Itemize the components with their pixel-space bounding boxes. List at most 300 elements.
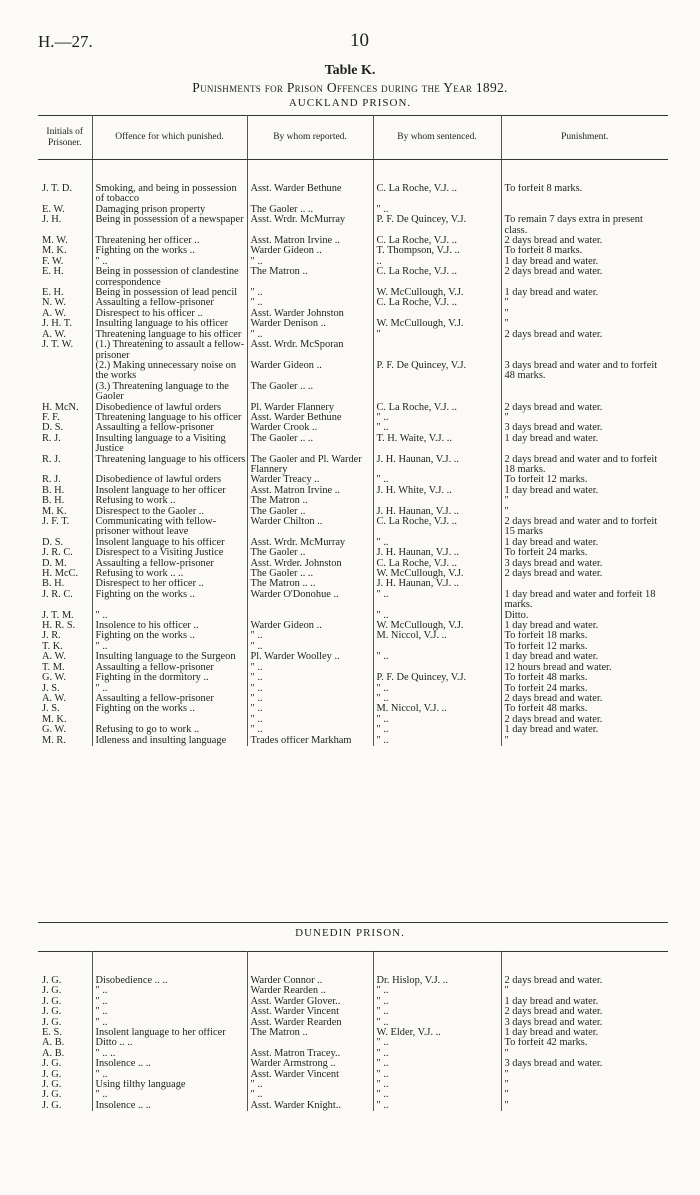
cell-reported-by: Asst. Warder Knight..: [247, 1101, 373, 1111]
cell-initials: A. B.: [42, 1038, 65, 1049]
cell-reported-by: " ..: [247, 715, 373, 725]
table-row: [38, 569, 668, 579]
cell-initials: G. W.: [42, 725, 66, 736]
cell-initials: J. S.: [42, 683, 60, 694]
cell-initials: G. W.: [42, 673, 66, 684]
cell-offence: Disrespect to his officer ..: [92, 309, 247, 319]
cell-reported-by: Asst. Warder Johnston: [247, 309, 373, 319]
col-header-initials: Initials of Prisoner.: [38, 116, 92, 160]
cell-reported-by: Trades officer Markham: [247, 736, 373, 746]
cell-punishment: [501, 205, 668, 215]
cell-sentenced-by: " ..: [373, 611, 501, 621]
cell-punishment: 3 days bread and water and to forfeit 48 marks.: [501, 361, 668, 382]
cell-initials: J. G.: [42, 996, 62, 1007]
cell-sentenced-by: " ..: [373, 423, 501, 433]
cell-initials: J. S.: [42, 704, 60, 715]
cell-offence: Threatening her officer ..: [92, 236, 247, 246]
cell-initials: [38, 382, 92, 403]
cell-punishment: 2 days bread and water and to forfeit 18 marks.: [501, 455, 668, 476]
cell-offence: Insolence .. ..: [92, 1101, 247, 1111]
cell-punishment: ": [501, 1070, 668, 1080]
cell-offence: Disrespect to a Visiting Justice: [92, 548, 247, 558]
cell-reported-by: Warder Crook ..: [247, 423, 373, 433]
table-row: [38, 631, 668, 641]
cell-punishment: To forfeit 12 marks.: [501, 642, 668, 652]
table-row: [38, 590, 668, 611]
cell-initials: T. M.: [42, 662, 65, 673]
cell-punishment: [501, 340, 668, 361]
cell-initials: J. G.: [42, 986, 62, 997]
cell-punishment: 3 days bread and water.: [501, 1018, 668, 1028]
cell-punishment: ": [501, 1049, 668, 1059]
cell-initials: J. G.: [42, 1007, 62, 1018]
cell-initials: A. W.: [42, 329, 66, 340]
cell-sentenced-by: W. McCullough, V.J.: [373, 569, 501, 579]
cell-sentenced-by: J. H. Haunan, V.J. ..: [373, 507, 501, 517]
cell-initials: E. W.: [42, 204, 65, 215]
cell-initials: A. W.: [42, 652, 66, 663]
cell-sentenced-by: W. McCullough, V.J.: [373, 319, 501, 329]
cell-initials: J. G.: [42, 976, 62, 986]
cell-initials: T. K.: [42, 641, 63, 652]
cell-sentenced-by: [373, 663, 501, 673]
table-row: [38, 976, 668, 986]
table-row: [38, 1018, 668, 1028]
cell-punishment: To forfeit 48 marks.: [501, 673, 668, 683]
cell-punishment: 1 day bread and water.: [501, 652, 668, 662]
col-header-reported: By whom reported.: [247, 116, 373, 160]
cell-sentenced-by: Dr. Hislop, V.J. ..: [373, 976, 501, 986]
cell-offence: Threatening language to his officers: [92, 455, 247, 476]
cell-initials: J. G.: [42, 1059, 62, 1070]
cell-offence: Insulting language to a Visiting Justice: [92, 434, 247, 455]
cell-sentenced-by: J. H. White, V.J. ..: [373, 486, 501, 496]
table-row: [38, 559, 668, 569]
cell-sentenced-by: " ..: [373, 413, 501, 423]
table-row: [38, 579, 668, 589]
cell-offence: Insolence to his officer ..: [92, 621, 247, 631]
cell-offence: Disrespect to the Gaoler ..: [92, 507, 247, 517]
cell-punishment: [501, 382, 668, 403]
cell-reported-by: Pl. Warder Woolley ..: [247, 652, 373, 662]
cell-sentenced-by: T. H. Waite, V.J. ..: [373, 434, 501, 455]
cell-reported-by: Warder Chilton ..: [247, 517, 373, 538]
cell-reported-by: The Matron .. ..: [247, 579, 373, 589]
cell-reported-by: Warder Armstrong ..: [247, 1059, 373, 1069]
cell-reported-by: Asst. Warder Bethune: [247, 184, 373, 205]
table-row: [38, 1101, 668, 1111]
cell-initials: J. G.: [42, 1017, 62, 1028]
cell-sentenced-by: C. La Roche, V.J. ..: [373, 517, 501, 538]
cell-initials: M. K.: [42, 714, 67, 725]
table-row: [38, 455, 668, 476]
cell-sentenced-by: J. H. Haunan, V.J. ..: [373, 455, 501, 476]
cell-punishment: 2 days bread and water.: [501, 715, 668, 725]
cell-punishment: ": [501, 298, 668, 308]
table-row: [38, 184, 668, 205]
cell-offence: Assaulting a fellow-prisoner: [92, 423, 247, 433]
cell-reported-by: Asst. Wrder. Johnston: [247, 559, 373, 569]
cell-sentenced-by: " ..: [373, 1049, 501, 1059]
cell-sentenced-by: W. Elder, V.J. ..: [373, 1028, 501, 1038]
cell-punishment: To forfeit 8 marks.: [501, 184, 668, 205]
cell-offence: Insolence .. ..: [92, 1059, 247, 1069]
cell-sentenced-by: " ..: [373, 1080, 501, 1090]
cell-reported-by: The Gaoler .. ..: [247, 382, 373, 403]
cell-offence: Insulting language to his officer: [92, 319, 247, 329]
punishments-table-auckland: [38, 115, 668, 746]
cell-sentenced-by: [373, 340, 501, 361]
cell-reported-by: The Gaoler ..: [247, 507, 373, 517]
cell-punishment: 1 day bread and water.: [501, 725, 668, 735]
cell-initials: A. W.: [42, 693, 66, 704]
cell-reported-by: " ..: [247, 725, 373, 735]
cell-offence: Disobedience .. ..: [92, 976, 247, 986]
section-heading-dunedin: DUNEDIN PRISON.: [295, 927, 405, 939]
cell-offence: " ..: [92, 1007, 247, 1017]
cell-offence: (2.) Making unnecessary noise on the works: [92, 361, 247, 382]
cell-initials: A. B.: [42, 1048, 65, 1059]
cell-initials: J. T. W.: [42, 340, 74, 351]
cell-reported-by: " ..: [247, 642, 373, 652]
cell-initials: [38, 361, 92, 382]
cell-offence: Damaging prison property: [92, 205, 247, 215]
cell-reported-by: Warder Gideon ..: [247, 246, 373, 256]
cell-punishment: 3 days bread and water.: [501, 1059, 668, 1069]
table-row: [38, 997, 668, 1007]
col-header-punishment: Punishment.: [501, 116, 668, 160]
cell-sentenced-by: " ..: [373, 1070, 501, 1080]
cell-initials: J. T. D.: [42, 184, 72, 194]
cell-sentenced-by: " ..: [373, 986, 501, 996]
cell-punishment: 2 days bread and water.: [501, 267, 668, 288]
cell-punishment: 1 day bread and water.: [501, 621, 668, 631]
cell-initials: J. G.: [42, 1100, 62, 1111]
cell-sentenced-by: C. La Roche, V.J. ..: [373, 184, 501, 205]
cell-sentenced-by: [373, 642, 501, 652]
cell-offence: " ..: [92, 986, 247, 996]
cell-sentenced-by: " ..: [373, 1059, 501, 1069]
cell-punishment: 1 day bread and water.: [501, 434, 668, 455]
cell-initials: J. F. T.: [42, 517, 70, 527]
table-row: [38, 715, 668, 725]
cell-reported-by: Warder Gideon ..: [247, 621, 373, 631]
table-row: [38, 257, 668, 267]
cell-reported-by: " ..: [247, 330, 373, 340]
cell-sentenced-by: [373, 496, 501, 506]
cell-reported-by: " ..: [247, 257, 373, 267]
table-row: [38, 330, 668, 340]
cell-punishment: [501, 579, 668, 589]
cell-initials: E. H.: [42, 267, 64, 278]
cell-punishment: 1 day bread and water.: [501, 1028, 668, 1038]
cell-reported-by: The Matron ..: [247, 267, 373, 288]
table-row: [38, 486, 668, 496]
cell-sentenced-by: " ..: [373, 1101, 501, 1111]
cell-offence: Insolent language to his officer: [92, 538, 247, 548]
cell-sentenced-by: " ..: [373, 1007, 501, 1017]
col-header-offence: Offence for which punished.: [92, 116, 247, 160]
table-row: [38, 736, 668, 746]
cell-sentenced-by: P. F. De Quincey, V.J.: [373, 215, 501, 236]
cell-initials: M. K.: [42, 506, 67, 517]
cell-sentenced-by: J. H. Haunan, V.J. ..: [373, 579, 501, 589]
cell-offence: Insolent language to her officer: [92, 1028, 247, 1038]
table-row: [38, 288, 668, 298]
cell-initials: F. W.: [42, 256, 64, 267]
cell-sentenced-by: C. La Roche, V.J. ..: [373, 298, 501, 308]
cell-offence: Being in possession of a newspaper: [92, 215, 247, 236]
cell-initials: N. W.: [42, 298, 66, 309]
cell-offence: Fighting on the works ..: [92, 246, 247, 256]
table-row: [38, 1028, 668, 1038]
cell-reported-by: The Gaoler and Pl. Warder Flannery: [247, 455, 373, 476]
cell-offence: " .. ..: [92, 1049, 247, 1059]
table-row: [38, 642, 668, 652]
cell-initials: H. McN.: [42, 402, 79, 413]
table-row: [38, 319, 668, 329]
cell-initials: J. T. M.: [42, 610, 74, 621]
cell-reported-by: Asst. Wrdr. McMurray: [247, 538, 373, 548]
table-row: [38, 340, 668, 361]
cell-punishment: ": [501, 507, 668, 517]
cell-offence: Ditto .. ..: [92, 1038, 247, 1048]
cell-reported-by: " ..: [247, 673, 373, 683]
cell-sentenced-by: T. Thompson, V.J. ..: [373, 246, 501, 256]
cell-punishment: 2 days bread and water.: [501, 569, 668, 579]
table-row: [38, 423, 668, 433]
cell-initials: J. R. C.: [42, 589, 73, 600]
cell-punishment: 2 days bread and water.: [501, 403, 668, 413]
cell-punishment: 2 days bread and water.: [501, 1007, 668, 1017]
cell-reported-by: " ..: [247, 1080, 373, 1090]
table-row: [38, 694, 668, 704]
cell-sentenced-by: M. Niccol, V.J. ..: [373, 631, 501, 641]
table-title: Table K.: [324, 63, 376, 78]
cell-initials: R. J.: [42, 475, 61, 486]
table-row: [38, 403, 668, 413]
cell-offence: Being in possession of lead pencil: [92, 288, 247, 298]
cell-punishment: 1 day bread and water.: [501, 257, 668, 267]
cell-punishment: 3 days bread and water.: [501, 423, 668, 433]
cell-punishment: To forfeit 42 marks.: [501, 1038, 668, 1048]
cell-sentenced-by: " ..: [373, 684, 501, 694]
cell-initials: D. S.: [42, 423, 64, 434]
cell-punishment: To forfeit 12 marks.: [501, 475, 668, 485]
cell-initials: H. R. S.: [42, 621, 76, 632]
cell-initials: H. McC.: [42, 569, 79, 580]
cell-punishment: 12 hours bread and water.: [501, 663, 668, 673]
cell-offence: Fighting on the works ..: [92, 590, 247, 611]
table-row: [38, 673, 668, 683]
table-row: [38, 663, 668, 673]
cell-punishment: 2 days bread and water.: [501, 976, 668, 986]
page-number: 10: [350, 30, 369, 51]
table-row: [38, 652, 668, 662]
cell-initials: J. H. T.: [42, 319, 72, 330]
cell-reported-by: Warder Treacy ..: [247, 475, 373, 485]
cell-initials: F. F.: [42, 412, 60, 423]
table-row: [38, 725, 668, 735]
cell-punishment: To forfeit 24 marks.: [501, 684, 668, 694]
table-row: [38, 548, 668, 558]
cell-reported-by: " ..: [247, 694, 373, 704]
cell-punishment: ": [501, 986, 668, 996]
table-row: [38, 611, 668, 621]
cell-initials: J. R.: [42, 631, 61, 642]
cell-reported-by: [247, 1038, 373, 1048]
cell-punishment: ": [501, 496, 668, 506]
table-row: [38, 986, 668, 996]
cell-sentenced-by: " ..: [373, 205, 501, 215]
table-row: [38, 236, 668, 246]
cell-sentenced-by: " ..: [373, 1090, 501, 1100]
cell-punishment: 2 days bread and water and to forfeit 15 marks: [501, 517, 668, 538]
cell-offence: (1.) Threatening to assault a fellow-prisoner: [92, 340, 247, 361]
cell-reported-by: Asst. Matron Irvine ..: [247, 486, 373, 496]
cell-reported-by: Warder Gideon ..: [247, 361, 373, 382]
cell-sentenced-by: " ..: [373, 590, 501, 611]
dunedin-rows: [38, 952, 668, 1112]
cell-punishment: 1 day bread and water.: [501, 997, 668, 1007]
cell-sentenced-by: J. H. Haunan, V.J. ..: [373, 548, 501, 558]
cell-reported-by: [247, 611, 373, 621]
cell-offence: Refusing to go to work ..: [92, 725, 247, 735]
cell-punishment: 2 days bread and water.: [501, 694, 668, 704]
cell-offence: Refusing to work ..: [92, 496, 247, 506]
cell-sentenced-by: W. McCullough, V.J.: [373, 288, 501, 298]
document-id: H.—27.: [38, 32, 93, 51]
cell-offence: Assaulting a fellow-prisoner: [92, 559, 247, 569]
cell-offence: " ..: [92, 684, 247, 694]
cell-sentenced-by: " ..: [373, 736, 501, 746]
cell-reported-by: The Matron ..: [247, 496, 373, 506]
cell-initials: J. G.: [42, 1090, 62, 1101]
cell-offence: Disobedience of lawful orders: [92, 403, 247, 413]
cell-reported-by: Warder O'Donohue ..: [247, 590, 373, 611]
cell-punishment: 1 day bread and water.: [501, 288, 668, 298]
cell-reported-by: Asst. Warder Vincent: [247, 1070, 373, 1080]
cell-offence: " ..: [92, 642, 247, 652]
cell-offence: Insulting language to the Surgeon: [92, 652, 247, 662]
cell-offence: Disrespect to her officer ..: [92, 579, 247, 589]
cell-offence: Assaulting a fellow-prisoner: [92, 298, 247, 308]
page-header: [0, 20, 700, 50]
cell-initials: J. R. C.: [42, 548, 73, 559]
table-row: [38, 1038, 668, 1048]
cell-sentenced-by: P. F. De Quincey, V.J.: [373, 673, 501, 683]
table-row: [38, 246, 668, 256]
spacer-row: [38, 952, 668, 977]
cell-reported-by: The Gaoler ..: [247, 548, 373, 558]
cell-reported-by: " ..: [247, 298, 373, 308]
cell-sentenced-by: ..: [373, 257, 501, 267]
cell-sentenced-by: " ..: [373, 715, 501, 725]
cell-offence: Using filthy language: [92, 1080, 247, 1090]
cell-reported-by: " ..: [247, 288, 373, 298]
table-row: [38, 361, 668, 382]
cell-punishment: ": [501, 309, 668, 319]
cell-offence: " ..: [92, 257, 247, 267]
cell-offence: " ..: [92, 1070, 247, 1080]
cell-sentenced-by: ": [373, 330, 501, 340]
cell-offence: Refusing to work .. ..: [92, 569, 247, 579]
cell-punishment: To remain 7 days extra in present class.: [501, 215, 668, 236]
cell-reported-by: " ..: [247, 684, 373, 694]
table-row: [38, 215, 668, 236]
cell-reported-by: The Gaoler .. ..: [247, 569, 373, 579]
cell-punishment: To forfeit 48 marks.: [501, 704, 668, 714]
table-row: [38, 1007, 668, 1017]
cell-offence: Disobedience of lawful orders: [92, 475, 247, 485]
col-header-sentenced: By whom sentenced.: [373, 116, 501, 160]
cell-sentenced-by: W. McCullough, V.J.: [373, 621, 501, 631]
cell-initials: D. S.: [42, 537, 64, 548]
table-row: [38, 1070, 668, 1080]
cell-reported-by: " ..: [247, 1090, 373, 1100]
cell-sentenced-by: [373, 309, 501, 319]
table-row: [38, 434, 668, 455]
cell-reported-by: Asst. Wrdr. McSporan: [247, 340, 373, 361]
cell-initials: J. G.: [42, 1069, 62, 1080]
cell-offence: Smoking, and being in possession of tobacco: [92, 184, 247, 205]
table-row: [38, 684, 668, 694]
cell-punishment: To forfeit 8 marks.: [501, 246, 668, 256]
table-row: [38, 1090, 668, 1100]
table-row: [38, 382, 668, 403]
cell-punishment: ": [501, 319, 668, 329]
cell-offence: " ..: [92, 611, 247, 621]
cell-punishment: 2 days bread and water.: [501, 236, 668, 246]
cell-sentenced-by: [373, 382, 501, 403]
cell-sentenced-by: " ..: [373, 1018, 501, 1028]
cell-initials: E. H.: [42, 288, 64, 299]
table-row: [38, 517, 668, 538]
table-caption: Punishments for Prison Offences during the Year 1892.: [192, 80, 508, 95]
cell-initials: B. H.: [42, 485, 65, 496]
table-row: [38, 621, 668, 631]
table-row: [38, 267, 668, 288]
cell-punishment: ": [501, 413, 668, 423]
cell-punishment: 3 days bread and water.: [501, 559, 668, 569]
cell-sentenced-by: " ..: [373, 725, 501, 735]
cell-punishment: 1 day bread and water and forfeit 18 marks.: [501, 590, 668, 611]
cell-initials: D. M.: [42, 558, 67, 569]
cell-offence: Assaulting a fellow-prisoner: [92, 663, 247, 673]
cell-reported-by: Warder Rearden ..: [247, 986, 373, 996]
table-row: [38, 475, 668, 485]
cell-reported-by: Asst. Warder Bethune: [247, 413, 373, 423]
cell-sentenced-by: C. La Roche, V.J. ..: [373, 267, 501, 288]
cell-initials: R. J.: [42, 454, 61, 465]
table-row: [38, 205, 668, 215]
cell-punishment: 1 day bread and water.: [501, 486, 668, 496]
cell-offence: Fighting on the works ..: [92, 631, 247, 641]
table-row: [38, 1059, 668, 1069]
cell-reported-by: " ..: [247, 704, 373, 714]
cell-reported-by: The Gaoler .. ..: [247, 434, 373, 455]
spacer-row: [38, 160, 668, 185]
section-divider: [38, 922, 668, 923]
section-heading-auckland: AUCKLAND PRISON.: [288, 97, 412, 109]
cell-reported-by: " ..: [247, 631, 373, 641]
cell-punishment: ": [501, 1080, 668, 1090]
table-header-row: [38, 116, 668, 160]
cell-initials: M. R.: [42, 735, 66, 746]
cell-offence: Idleness and insulting language: [92, 736, 247, 746]
cell-sentenced-by: C. La Roche, V.J. ..: [373, 559, 501, 569]
cell-sentenced-by: " ..: [373, 694, 501, 704]
